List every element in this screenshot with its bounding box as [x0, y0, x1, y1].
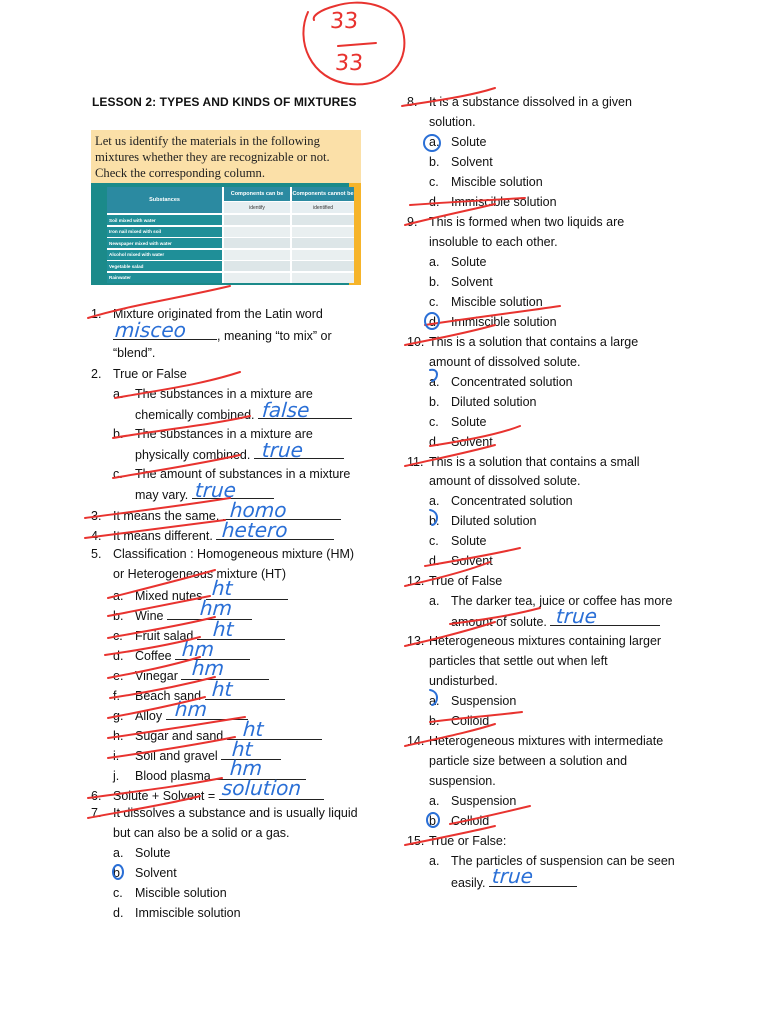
table-subheader: identify — [224, 202, 290, 213]
option-14b: b. Colloid — [429, 814, 490, 828]
question-9: 9. This is formed when two liquids are — [407, 215, 625, 229]
question-2b-cont: physically combined. — [135, 446, 344, 463]
question-14-cont: particle size between a solution and — [429, 754, 628, 768]
answer-15a: true — [491, 864, 534, 888]
question-13-cont: particles that settle out when left — [429, 654, 608, 668]
question-2c-cont: may vary. — [135, 486, 274, 503]
table-subheader: identified — [292, 202, 354, 213]
answer-2a: false — [261, 398, 311, 422]
answer-5b: hm — [199, 596, 234, 620]
question-9-cont: insoluble to each other. — [429, 235, 558, 249]
answer-5a: ht — [211, 576, 234, 600]
question-5j: j. Blood plasma — [113, 767, 306, 784]
question-14-cont2: suspension. — [429, 774, 496, 788]
answer-2c: true — [194, 478, 237, 502]
option-11a: a. Concentrated solution — [429, 494, 573, 508]
question-5a: a. Mixed nutes — [113, 587, 288, 604]
table-header: Components can be — [224, 187, 290, 201]
question-2a: a. The substances in a mixture are — [113, 387, 313, 401]
question-12a-cont: amount of solute. — [451, 613, 660, 630]
table-row: Rainwater — [107, 273, 222, 283]
option-11b: b. Diluted solution — [429, 514, 537, 528]
question-13: 13. Heterogeneous mixtures containing larger — [407, 634, 662, 648]
question-1: 1. Mixture originated from the Latin word — [91, 307, 323, 321]
answer-5i: ht — [231, 737, 254, 761]
question-3: 3. It means the same. — [91, 507, 341, 524]
answer-5g: hm — [174, 697, 209, 721]
option-11c: c. Solute — [429, 534, 487, 548]
question-5e: e. Vinegar — [113, 667, 269, 684]
option-8d: d. Immiscible solution — [429, 195, 557, 209]
page-title: LESSON 2: TYPES AND KINDS OF MIXTURES — [92, 95, 357, 109]
option-10a: a. Concentrated solution — [429, 375, 573, 389]
table-header: Substances — [107, 187, 222, 213]
question-14: 14. Heterogeneous mixtures with intermediate — [407, 734, 664, 748]
option-7c: c. Miscible solution — [113, 886, 227, 900]
option-9b: b. Solvent — [429, 275, 493, 289]
option-9a: a. Solute — [429, 255, 487, 269]
question-10: 10. This is a solution that contains a large — [407, 335, 639, 349]
question-13-cont2: undisturbed. — [429, 674, 498, 688]
answer-12a: true — [555, 604, 598, 628]
question-12: 12. True of False — [407, 574, 503, 588]
answer-5d: hm — [181, 637, 216, 661]
grade-total: 33 — [334, 51, 364, 76]
question-2c: c. The amount of substances in a mixture — [113, 467, 351, 481]
option-10b: b. Diluted solution — [429, 395, 537, 409]
option-10c: c. Solute — [429, 415, 487, 429]
question-5f: f. Beach sand — [113, 687, 285, 704]
option-8a: a. Solute — [429, 135, 487, 149]
answer-2b: true — [261, 438, 304, 462]
table-row: Alcohol mixed with water — [107, 250, 222, 260]
question-5g: g. Alloy — [113, 707, 248, 724]
option-9c: c. Miscible solution — [429, 295, 543, 309]
question-5d: d. Coffee — [113, 647, 250, 664]
option-8c: c. Miscible solution — [429, 175, 543, 189]
question-2a-cont: chemically combined. — [135, 406, 352, 423]
answer-4: hetero — [221, 518, 289, 542]
activity-instruction: Let us identify the materials in the following mixtures whether they are recognizable or not. Check the corresponding column. — [95, 134, 330, 180]
question-10-cont: amount of dissolved solute. — [429, 355, 581, 369]
question-5i: i. Soil and gravel — [113, 747, 281, 764]
question-15a: a. The particles of suspension can be seen — [429, 854, 675, 868]
question-1-cont2: “blend”. — [113, 346, 156, 360]
table-row: Soil mixed with water — [107, 215, 222, 225]
question-5b: b. Wine — [113, 607, 252, 624]
question-5c: c. Fruit salad — [113, 627, 285, 644]
answer-3: homo — [229, 498, 288, 522]
answer-1: misceo — [114, 318, 187, 342]
option-7d: d. Immiscible solution — [113, 906, 241, 920]
question-11-cont: amount of dissolved solute. — [429, 474, 581, 488]
question-4: 4. It means different. — [91, 527, 334, 544]
question-6: 6. Solute + Solvent = — [91, 787, 324, 804]
question-1-cont: , meaning “to mix” or — [113, 327, 332, 344]
answer-5f: ht — [211, 677, 234, 701]
question-2: 2. True or False — [91, 367, 187, 381]
answer-5c: ht — [212, 617, 235, 641]
option-10d: d. Solvent — [429, 435, 493, 449]
question-8: 8. It is a substance dissolved in a given — [407, 95, 632, 109]
grade-score: 33 — [329, 9, 359, 34]
table-row: Newspaper mixed with water — [107, 238, 222, 248]
answer-5j: hm — [229, 756, 264, 780]
option-14a: a. Suspension — [429, 794, 517, 808]
option-7b: b. Solvent — [113, 866, 177, 880]
option-9d: d. Immiscible solution — [429, 315, 557, 329]
answer-5h: ht — [242, 717, 265, 741]
answer-5e: hm — [191, 656, 226, 680]
option-7a: a. Solute — [113, 846, 171, 860]
option-13a: a. Suspension — [429, 694, 517, 708]
question-7: 7. It dissolves a substance and is usually liquid — [91, 806, 358, 820]
question-8-cont: solution. — [429, 115, 476, 129]
option-13b: b. Colloid — [429, 714, 490, 728]
question-12a: a. The darker tea, juice or coffee has more — [429, 594, 673, 608]
table-row: Vegetable salad — [107, 261, 222, 271]
option-8b: b. Solvent — [429, 155, 493, 169]
question-15a-cont: easily. — [451, 874, 577, 891]
question-5-cont: or Heterogeneous mixture (HT) — [113, 567, 286, 581]
question-7-cont: but can also be a solid or a gas. — [113, 826, 290, 840]
answer-6: solution — [221, 776, 303, 800]
question-2b: b. The substances in a mixture are — [113, 427, 313, 441]
question-5: 5. Classification : Homogeneous mixture (HM) — [91, 547, 355, 561]
question-15: 15. True or False: — [407, 834, 507, 848]
table-header: Components cannot be — [292, 187, 354, 201]
question-5h: h. Sugar and sand — [113, 727, 322, 744]
option-11d: d. Solvent — [429, 554, 493, 568]
table-row: Iron nail mixed with soil — [107, 227, 222, 237]
question-11: 11. This is a solution that contains a small — [407, 455, 640, 469]
